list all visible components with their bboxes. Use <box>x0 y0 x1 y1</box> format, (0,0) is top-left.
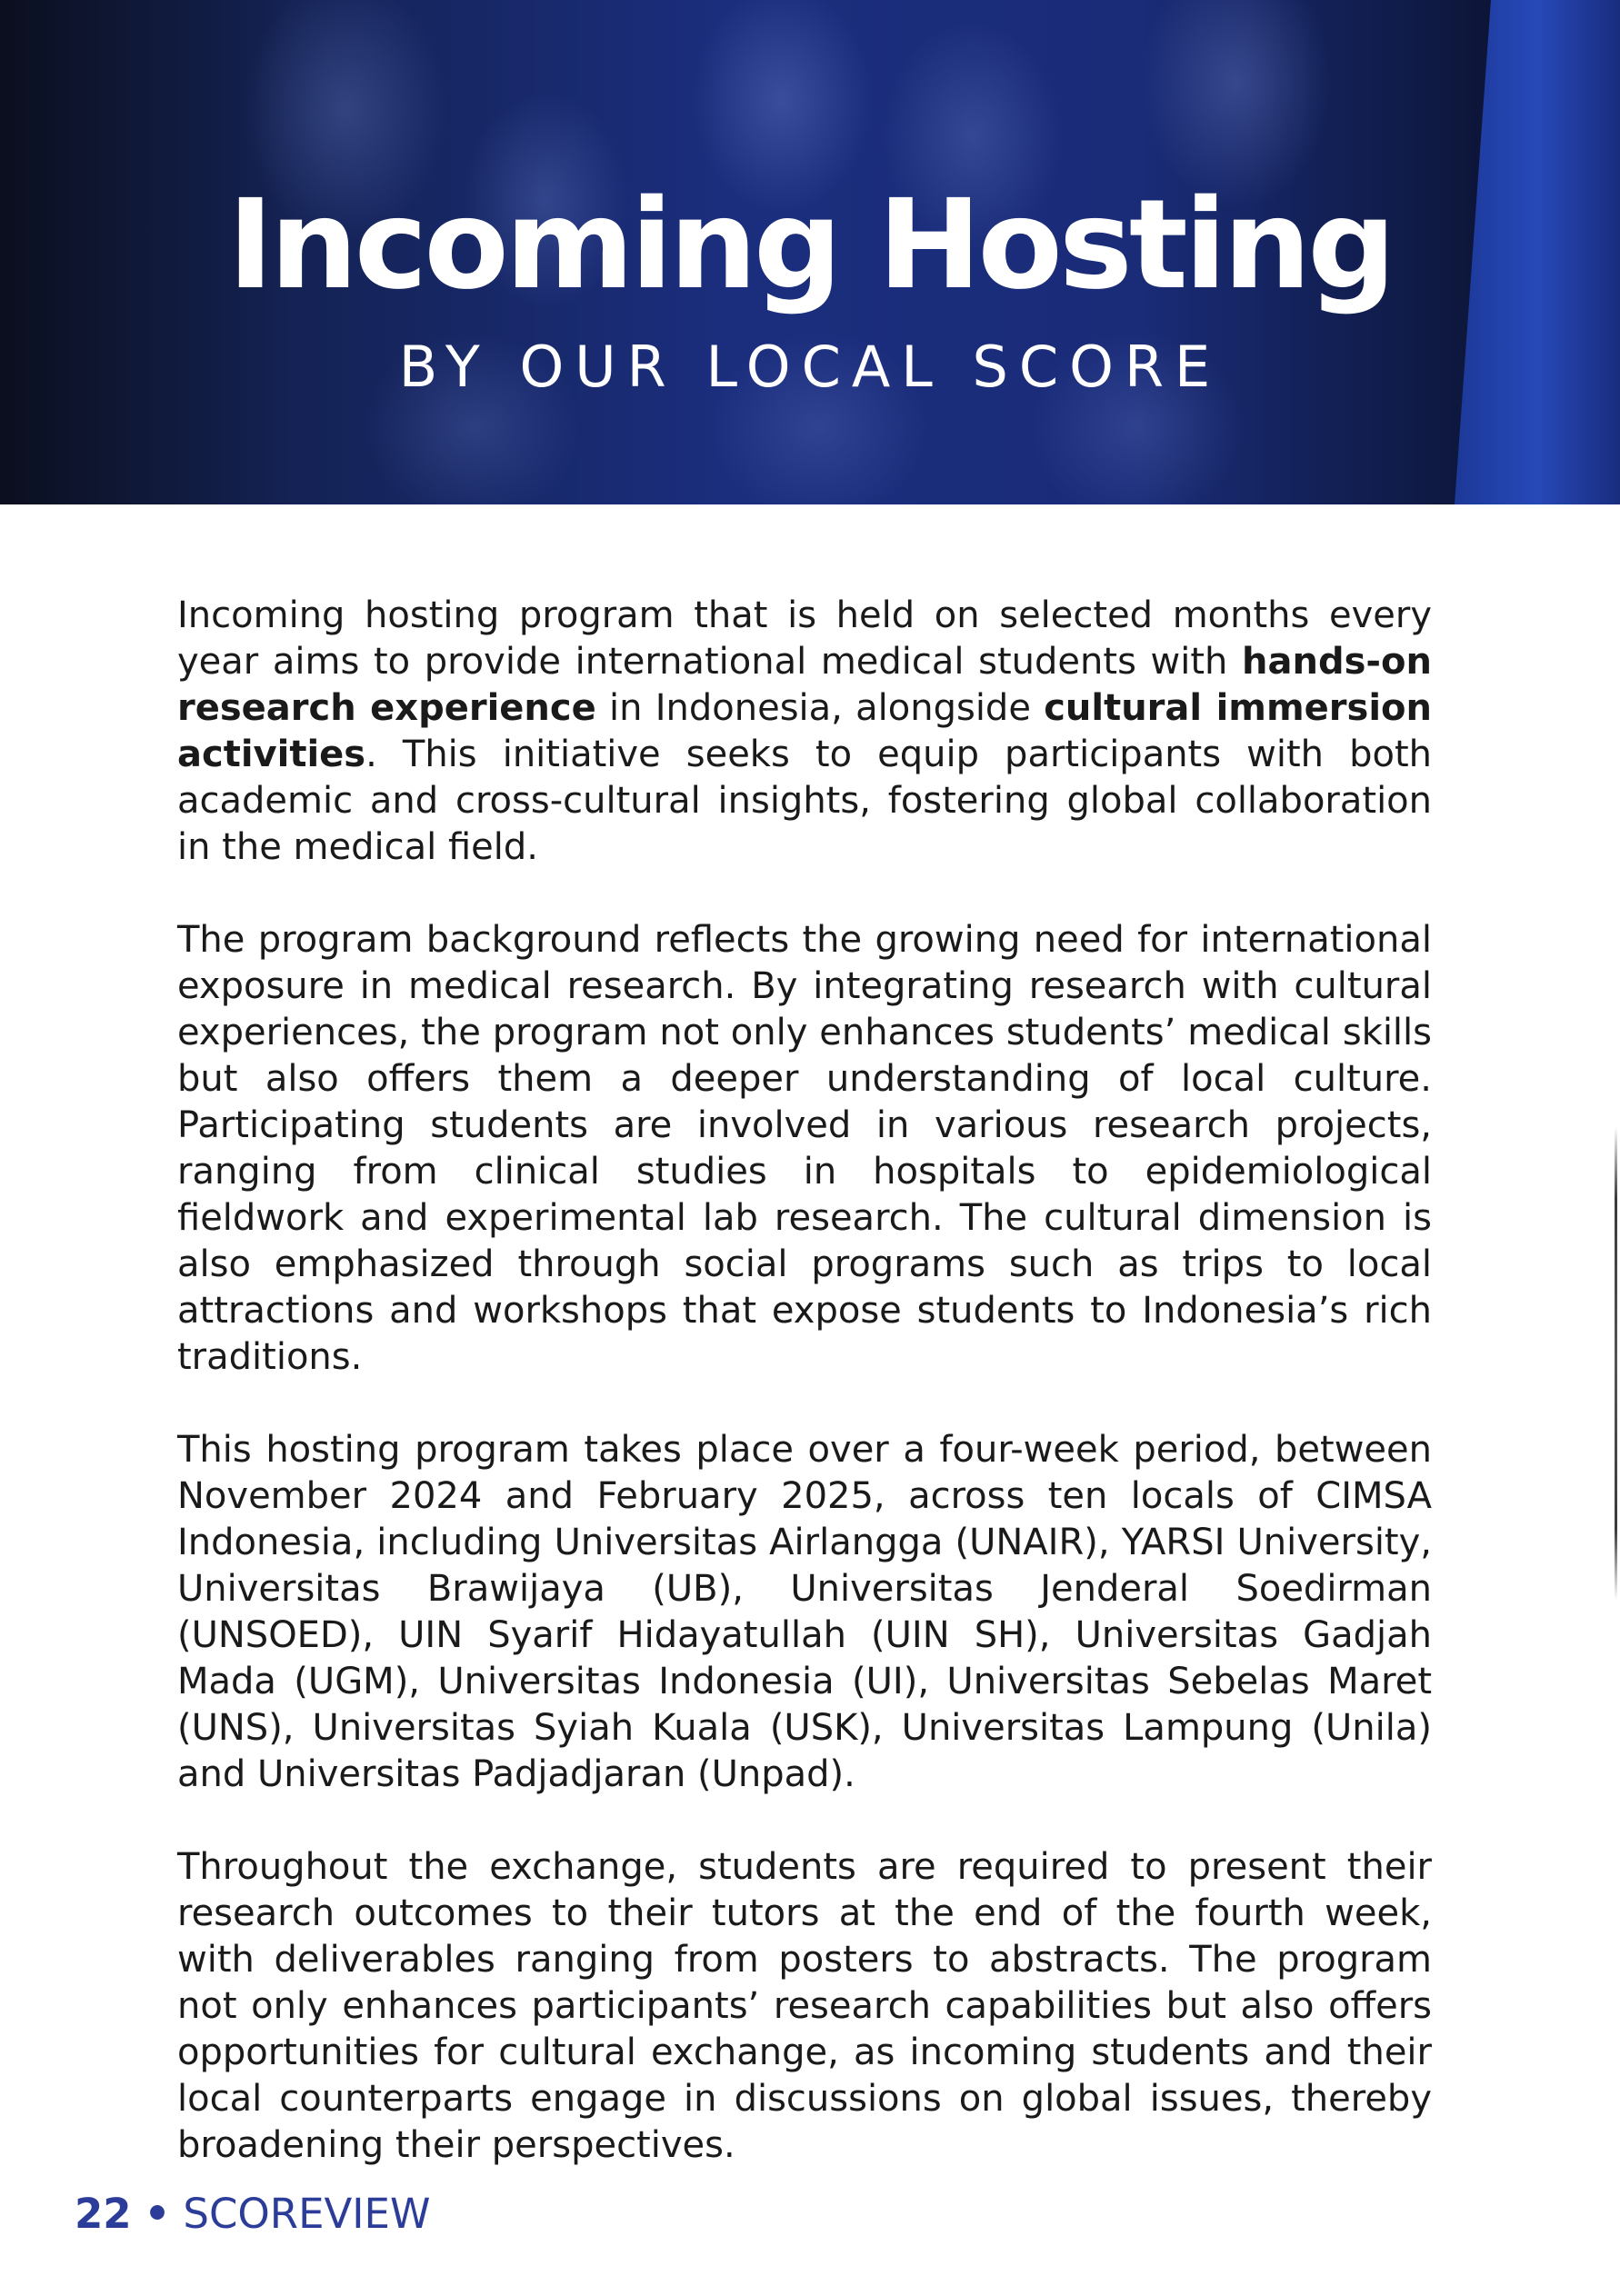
page-edge-shadow <box>1615 1127 1617 1600</box>
page-footer <box>75 2189 430 2240</box>
emphasis-cultural-immersion: cultural immersion activities <box>177 687 1432 775</box>
hero-banner-photo <box>0 0 1620 504</box>
footer-separator: • <box>144 2190 171 2238</box>
page-title: Incoming Hosting <box>227 174 1393 317</box>
publication-name: SCOREVIEW <box>183 2190 431 2238</box>
article-body <box>177 593 1432 2215</box>
paragraph-background: The program background reflects the growing need for international exposure in medical research. By integrating research with cultural experiences, the program not only enhances students’ medical skills but also offers them a deeper understanding of local culture. Participating students are involved in various research projects, ranging from clinical studies in hospitals to epidemiological fieldwork and experimental lab research. The cultural dimension is also emphasized through social programs such as trips to local attractions and workshops that expose students to Indonesia’s rich traditions. <box>177 919 1432 1378</box>
paragraph-intro: Incoming hosting program that is held on selected months every year aims to provide international medical students with hands-on research experience in Indonesia, alongside cultural immersion activities. This initiative seeks to equip participants with both academic and cross-cultural insights, fostering global collaboration in the medical field. <box>177 594 1432 868</box>
paragraph-schedule: This hosting program takes place over a four-week period, between November 2024 and February 2025, across ten locals of CIMSA Indonesia, including Universitas Airlangga (UNAIR), YARSI University, Universitas Brawijaya (UB), Universitas Jenderal Soedirman (UNSOED), UIN Syarif Hidayatullah (UIN SH), Universitas Gadjah Mada (UGM), Universitas Indonesia (UI), Universitas Sebelas Maret (UNS), Universitas Syiah Kuala (USK), Universitas Lampung (Unila) and Universitas Padjadjaran (Unpad). <box>177 1429 1432 1795</box>
page-number: 22 <box>75 2190 132 2238</box>
paragraph-outcomes: Throughout the exchange, students are required to present their research outcomes to their tutors at the end of the fourth week, with deliverables ranging from posters to abstracts. The program not only enhances participants’ research capabilities but also offers opportunities for cultural exchange, as incoming students and their local counterparts engage in discussions on global issues, thereby broadening their perspectives. <box>177 1846 1432 2166</box>
page-subtitle: BY OUR LOCAL SCORE <box>398 334 1222 400</box>
emphasis-research-experience: hands-on research experience <box>177 641 1432 729</box>
